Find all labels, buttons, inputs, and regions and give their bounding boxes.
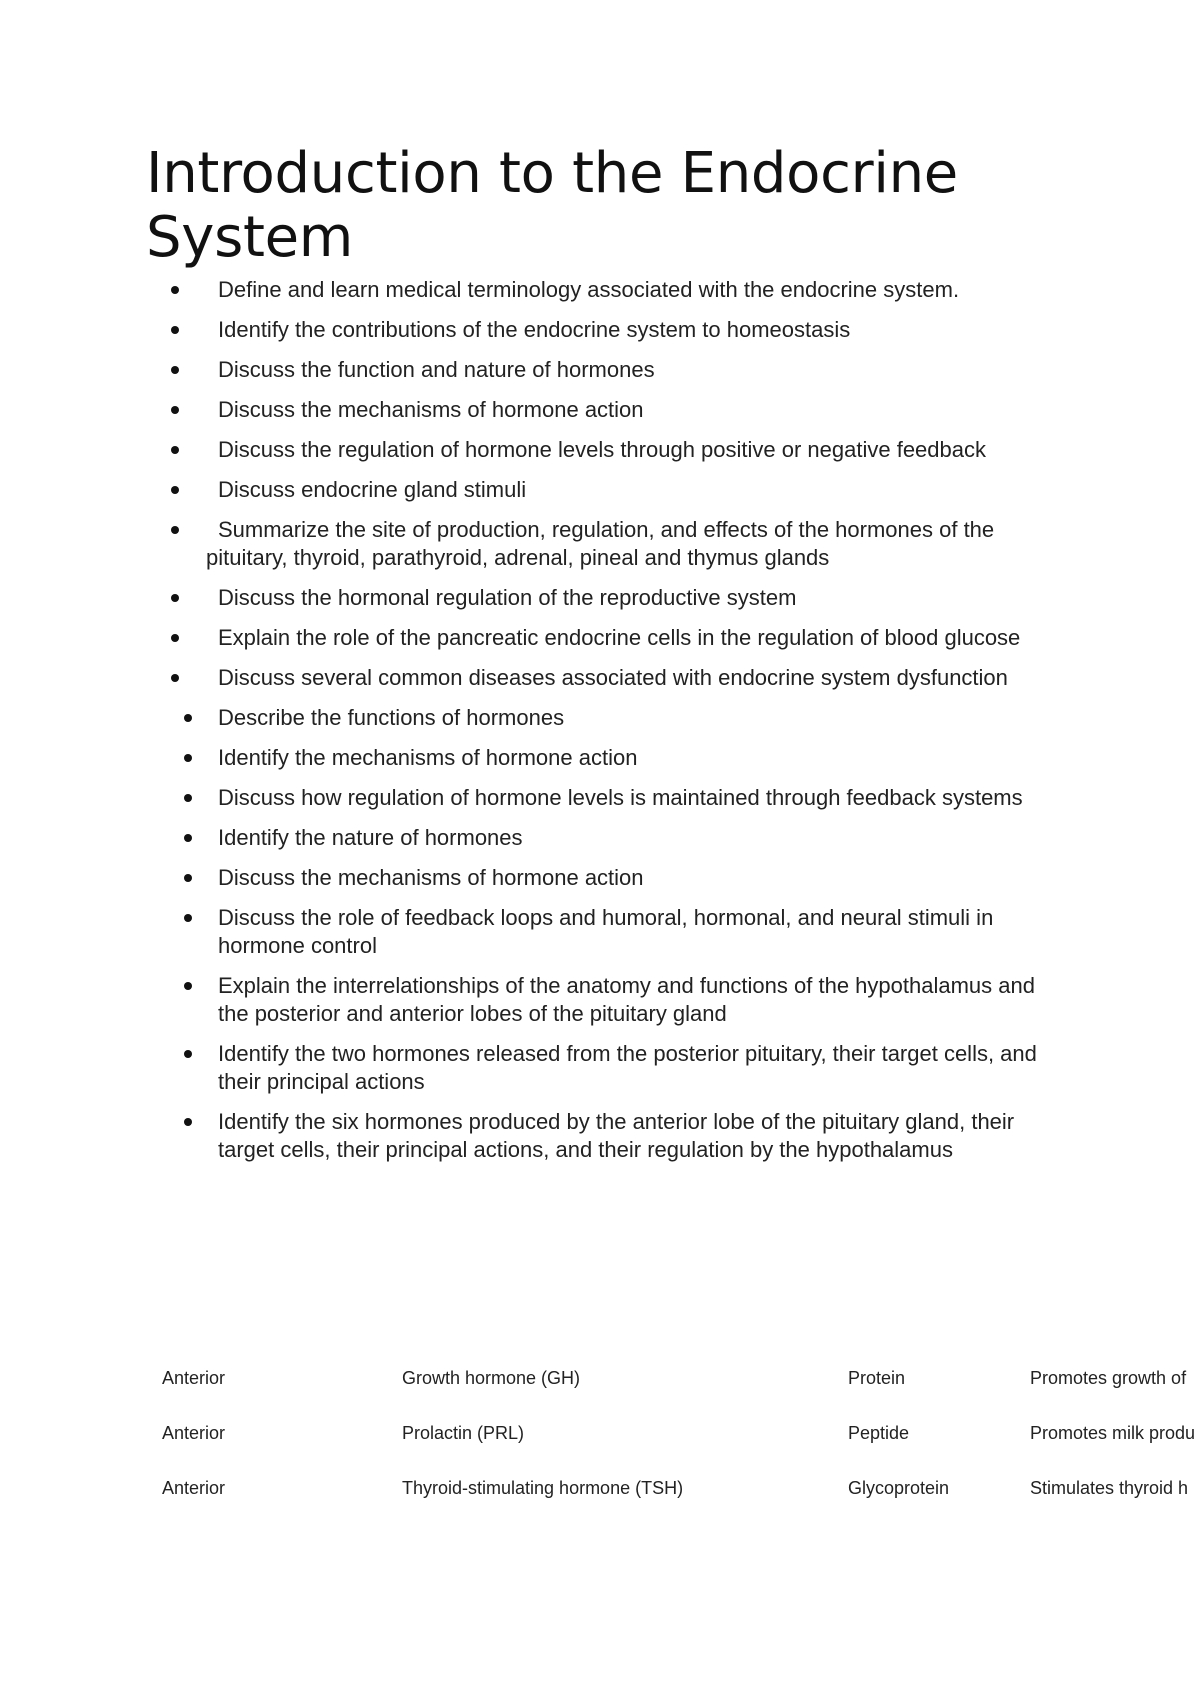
list-item-text: Describe the functions of hormones — [218, 705, 565, 730]
bullet-icon — [171, 446, 179, 454]
list-item — [0, 972, 1056, 1028]
bullet-icon — [171, 674, 179, 682]
list-item-text: Discuss several common diseases associated with endocrine system dysfunction — [218, 665, 1008, 690]
table-cell-class: Peptide — [848, 1423, 910, 1443]
bullet-icon — [171, 366, 179, 374]
list-item — [0, 436, 1046, 464]
list-item-text: Summarize the site of production, regulation, and effects of the hormones of the pituitary, thyroid, parathyroid, adrenal, pineal and thymus glands — [206, 517, 995, 570]
list-item — [0, 784, 1056, 812]
list-item-text: Identify the mechanisms of hormone action — [218, 745, 638, 770]
list-item — [0, 624, 1046, 652]
list-item-text: Discuss the mechanisms of hormone action — [218, 397, 644, 422]
bullet-icon — [184, 874, 192, 882]
table-row — [162, 1421, 1200, 1476]
learning-objectives-list — [0, 276, 1200, 1176]
table-cell-class: Glycoprotein — [848, 1478, 950, 1498]
bullet-icon — [171, 486, 179, 494]
bullet-icon — [184, 754, 192, 762]
table-cell-lobe: Anterior — [162, 1478, 226, 1498]
bullet-icon — [184, 794, 192, 802]
list-item — [0, 744, 1056, 772]
page-title: Introduction to the Endocrine System — [146, 141, 958, 270]
list-item-text: Discuss the function and nature of hormones — [218, 357, 655, 382]
list-item-text: Explain the role of the pancreatic endocrine cells in the regulation of blood glucose — [218, 625, 1021, 650]
list-item-text: Identify the contributions of the endocrine system to homeostasis — [218, 317, 851, 342]
list-item-text: Explain the interrelationships of the anatomy and functions of the hypothalamus and the posterior and anterior lobes of the pituitary gland — [218, 973, 1035, 1026]
hormone-table — [162, 1366, 1200, 1531]
list-item-text: Identify the two hormones released from the posterior pituitary, their target cells, and their principal actions — [218, 1041, 1037, 1094]
list-item — [0, 396, 1046, 424]
list-item — [0, 316, 1046, 344]
bullet-icon — [184, 714, 192, 722]
list-item-text: Discuss the regulation of hormone levels through positive or negative feedback — [218, 437, 987, 462]
table-cell-effect: Promotes milk produ — [1030, 1423, 1196, 1443]
list-item — [0, 276, 1046, 304]
bullet-icon — [171, 634, 179, 642]
bullet-icon — [171, 326, 179, 334]
table-cell-hormone: Prolactin (PRL) — [402, 1423, 525, 1443]
list-item — [0, 664, 1046, 692]
list-item — [0, 1040, 1056, 1096]
table-cell-lobe: Anterior — [162, 1423, 226, 1443]
list-item-text: Discuss endocrine gland stimuli — [218, 477, 527, 502]
bullet-icon — [184, 914, 192, 922]
bullet-icon — [184, 1118, 192, 1126]
bullet-icon — [171, 406, 179, 414]
bullet-icon — [171, 526, 179, 534]
list-item — [0, 904, 1056, 960]
list-item-text: Discuss how regulation of hormone levels is maintained through feedback systems — [218, 785, 1023, 810]
list-item — [0, 476, 1046, 504]
list-item — [0, 864, 1056, 892]
list-item-text: Define and learn medical terminology associated with the endocrine system. — [218, 277, 960, 302]
list-item — [0, 704, 1056, 732]
list-item — [0, 356, 1046, 384]
list-item-text: Identify the six hormones produced by the anterior lobe of the pituitary gland, their target cells, their principal actions, and their regulation by the hypothalamus — [218, 1109, 1015, 1162]
list-item-text: Discuss the hormonal regulation of the reproductive system — [218, 585, 797, 610]
table-cell-hormone: Growth hormone (GH) — [402, 1368, 581, 1388]
list-item — [0, 516, 1046, 572]
list-item — [0, 1108, 1056, 1164]
bullet-icon — [184, 834, 192, 842]
list-item-text: Discuss the mechanisms of hormone action — [218, 865, 644, 890]
table-row — [162, 1366, 1200, 1421]
table-cell-hormone: Thyroid-stimulating hormone (TSH) — [402, 1478, 684, 1498]
table-cell-lobe: Anterior — [162, 1368, 226, 1388]
table-cell-effect: Stimulates thyroid h — [1030, 1478, 1189, 1498]
bullet-icon — [184, 982, 192, 990]
table-cell-class: Protein — [848, 1368, 906, 1388]
list-item-text: Identify the nature of hormones — [218, 825, 523, 850]
table-row — [162, 1476, 1200, 1531]
bullet-icon — [184, 1050, 192, 1058]
table-cell-effect: Promotes growth of — [1030, 1368, 1187, 1388]
list-item — [0, 824, 1056, 852]
list-item — [0, 584, 1046, 612]
bullet-icon — [171, 286, 179, 294]
bullet-icon — [171, 594, 179, 602]
list-item-text: Discuss the role of feedback loops and humoral, hormonal, and neural stimuli in hormone control — [218, 905, 994, 958]
